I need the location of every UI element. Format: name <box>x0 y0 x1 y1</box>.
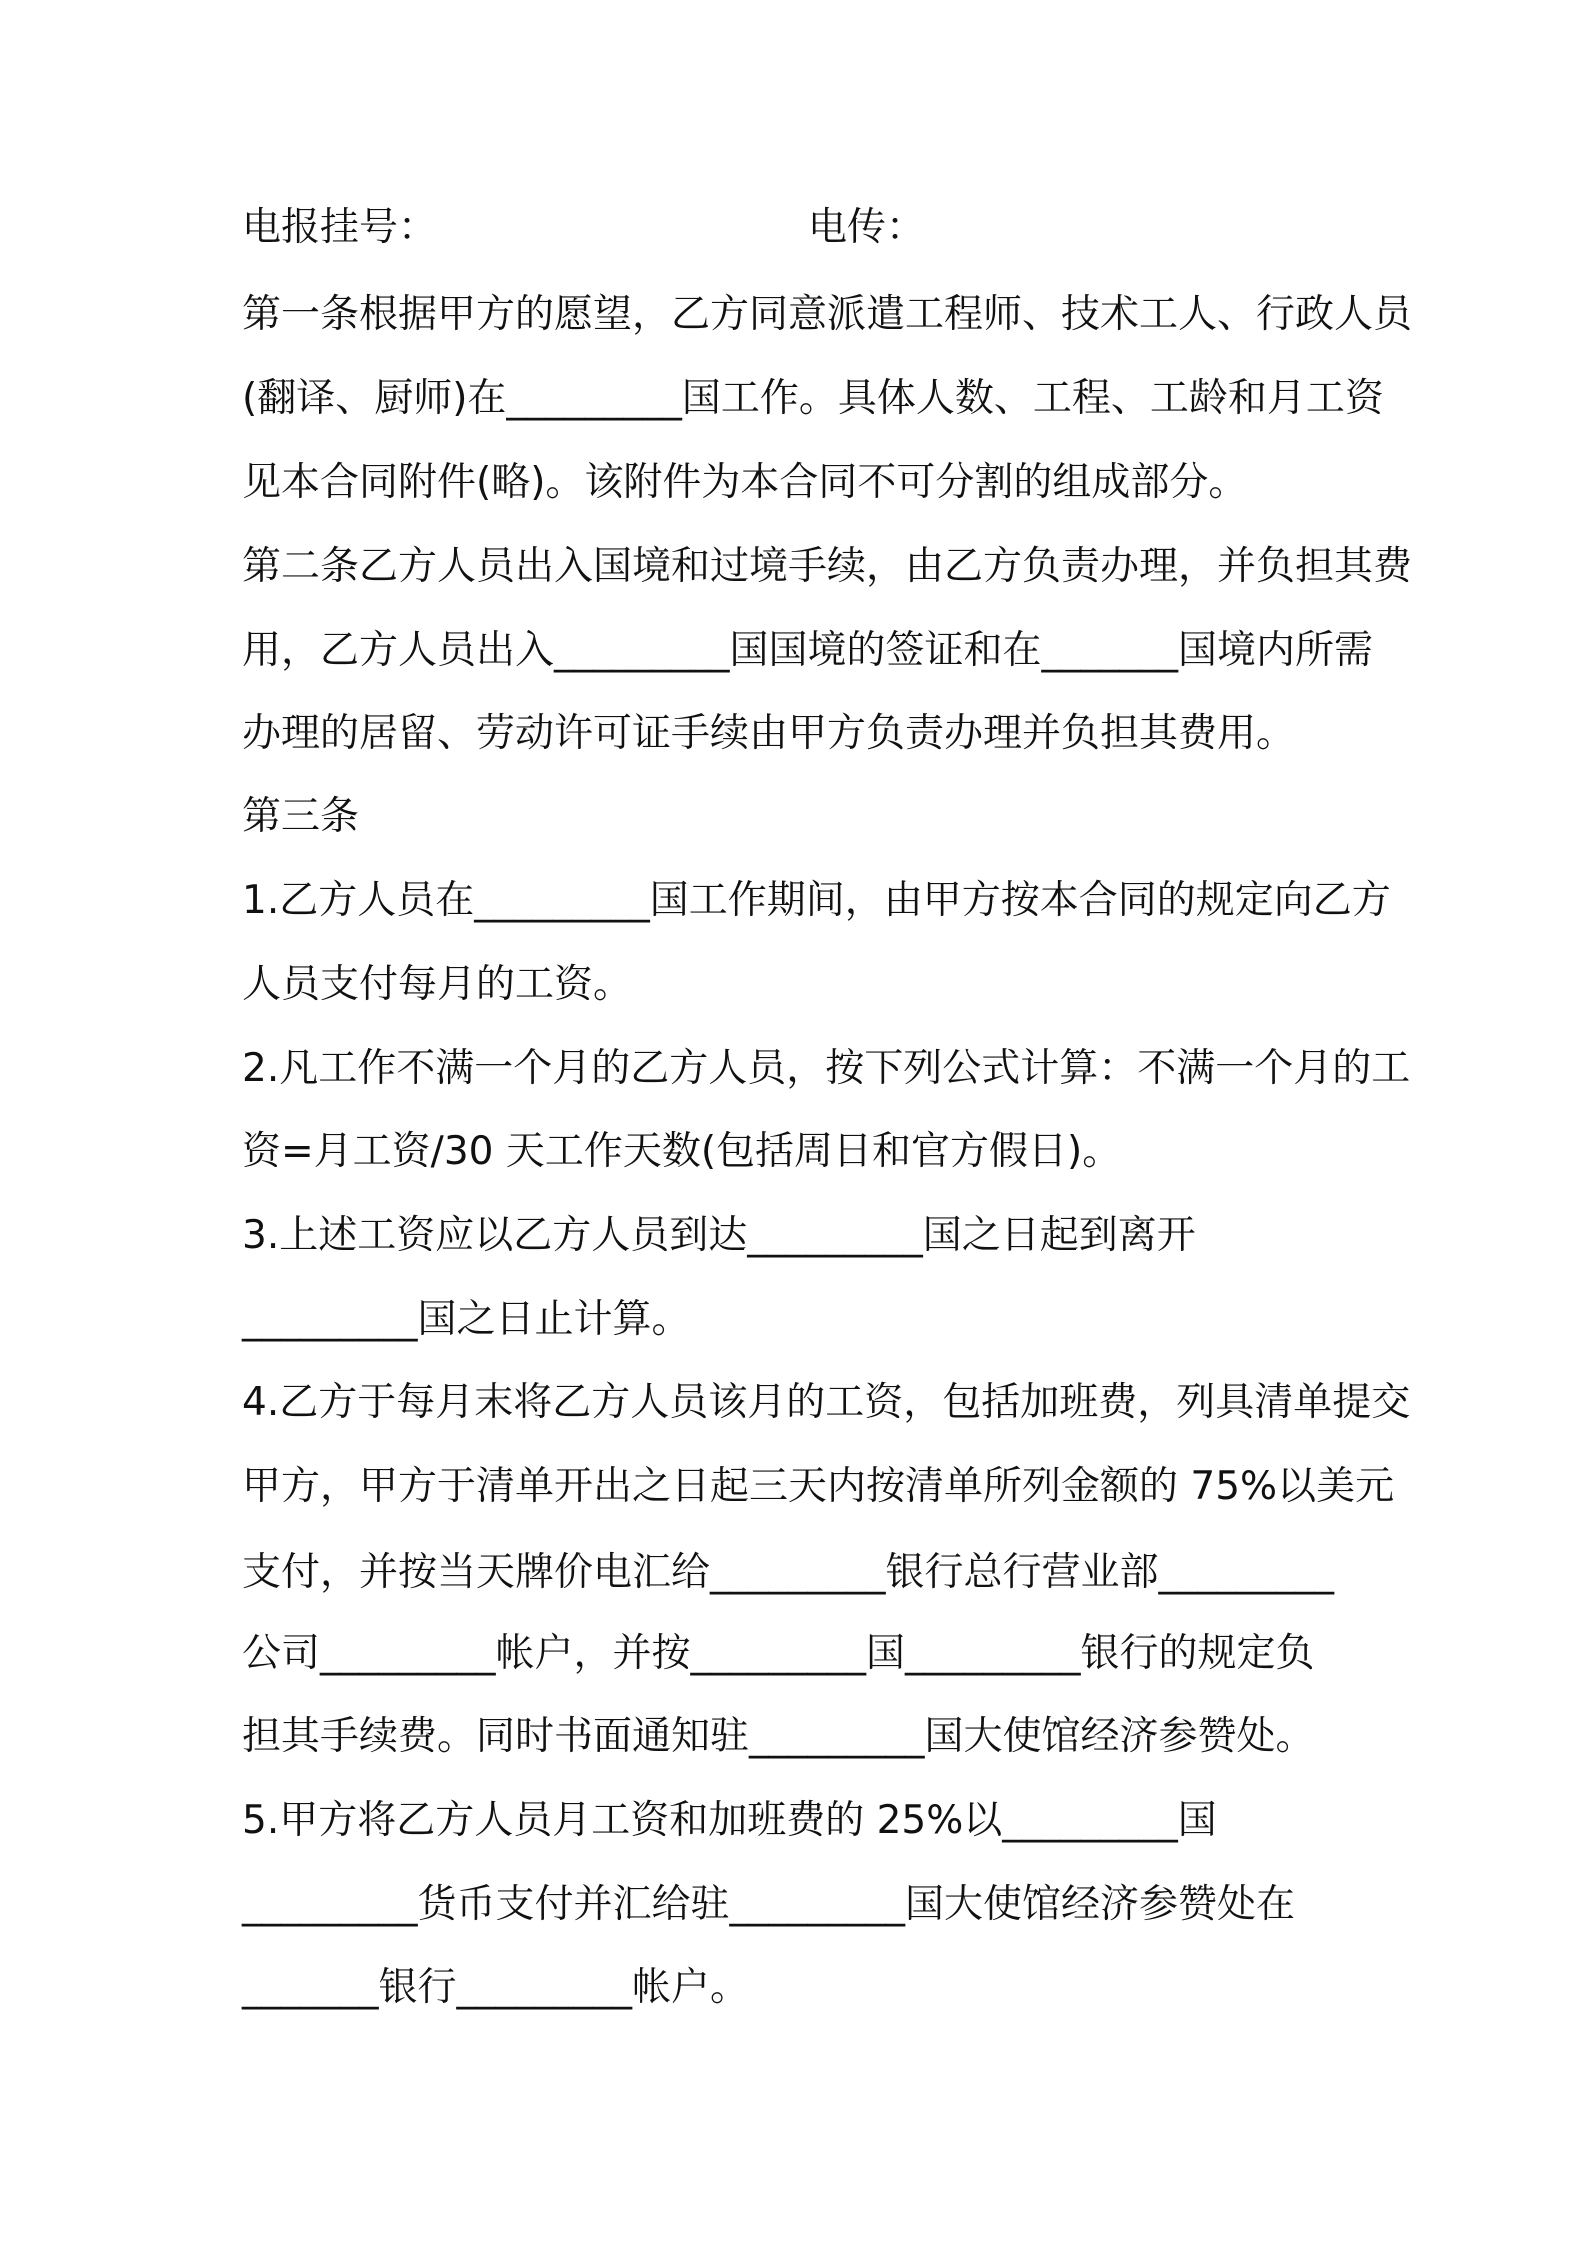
clause-2-line-1: 2.凡工作不满一个月的乙方人员，按下列公式计算：不满一个月的工 <box>242 1046 1411 1091</box>
clause-5-line-3: _______银行_________帐户。 <box>242 1965 750 2010</box>
clause-1-line-2: 人员支付每月的工资。 <box>242 962 633 1007</box>
clause-1-line-1: 1.乙方人员在_________国工作期间，由甲方按本合同的规定向乙方 <box>242 878 1391 923</box>
article-2-line-1: 第二条乙方人员出入国境和过境手续，由乙方负责办理，并负担其费 <box>242 544 1413 589</box>
article-1-line-3: 见本合同附件(略)。该附件为本合同不可分割的组成部分。 <box>242 460 1248 505</box>
telegram-label: 电报挂号： <box>242 205 438 250</box>
article-2-line-3: 办理的居留、劳动许可证手续由甲方负责办理并负担其费用。 <box>242 711 1296 756</box>
clause-4-line-3: 支付，并按当天牌价电汇给_________银行总行营业部_________ <box>242 1550 1335 1595</box>
clause-4-line-5: 担其手续费。同时书面通知驻_________国大使馆经济参赞处。 <box>242 1714 1315 1759</box>
clause-3-line-1: 3.上述工资应以乙方人员到达_________国之日起到离开 <box>242 1213 1196 1258</box>
clause-2-line-2: 资=月工资/30 天工作天数(包括周日和官方假日)。 <box>242 1129 1122 1174</box>
article-1-line-1: 第一条根据甲方的愿望，乙方同意派遣工程师、技术工人、行政人员 <box>242 292 1413 337</box>
telex-label: 电传： <box>808 205 926 250</box>
clause-4-line-2: 甲方，甲方于清单开出之日起三天内按清单所列金额的 75%以美元 <box>242 1464 1395 1509</box>
article-1-line-2: (翻译、厨师)在_________国工作。具体人数、工程、工龄和月工资 <box>242 376 1384 421</box>
article-3-heading: 第三条 <box>242 794 360 839</box>
clause-5-line-1: 5.甲方将乙方人员月工资和加班费的 25%以_________国 <box>242 1798 1217 1843</box>
clause-5-line-2: _________货币支付并汇给驻_________国大使馆经济参赞处在 <box>242 1882 1296 1927</box>
clause-4-line-1: 4.乙方于每月末将乙方人员该月的工资，包括加班费，列具清单提交 <box>242 1380 1411 1425</box>
clause-3-line-2: _________国之日止计算。 <box>242 1297 691 1342</box>
clause-4-line-4: 公司_________帐户，并按_________国_________银行的规定负 <box>242 1631 1315 1676</box>
article-2-line-2: 用，乙方人员出入_________国国境的签证和在_______国境内所需 <box>242 628 1374 673</box>
